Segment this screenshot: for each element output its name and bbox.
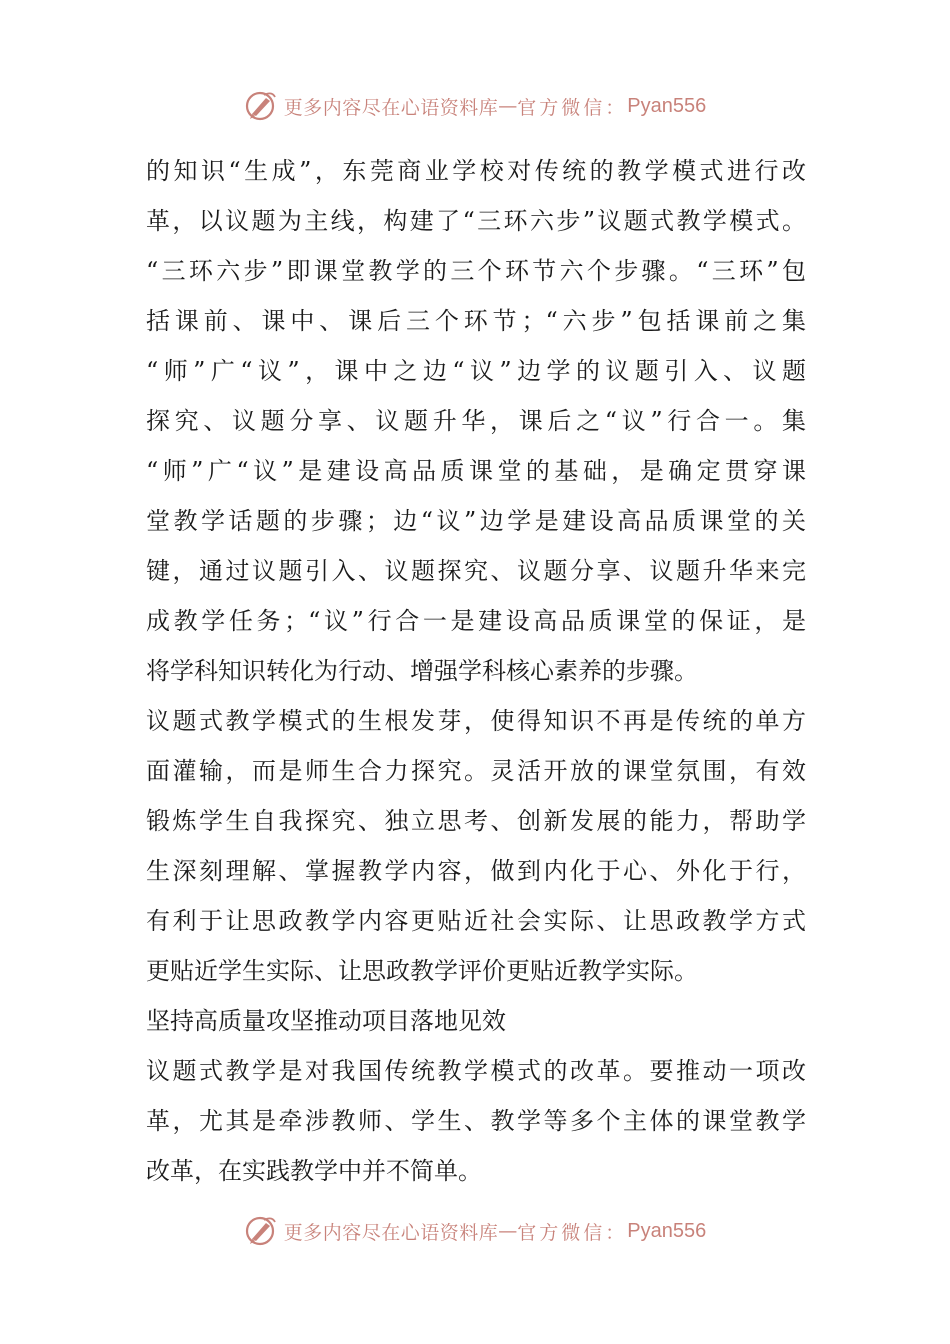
text-line: 的知识“生成”，东莞商业学校对传统的教学模式进行改 [146,157,806,185]
article-body [146,146,806,1196]
text-line: 面灌输，而是师生合力探究。灵活开放的课堂氛围，有效 [146,757,806,785]
watermark-label: 官方微信： [517,1221,628,1244]
watermark-separator: — [498,95,518,117]
text-line: 键，通过议题引入、议题探究、议题分享、议题升华来完 [146,557,806,585]
text-line: 革，尤其是牵涉教师、学生、教学等多个主体的课堂教学 [146,1107,806,1135]
text-line: 将学科知识转化为行动、增强学科核心素养的步骤。 [146,657,698,685]
text-line: 成教学任务；“议”行合一是建设高品质课堂的保证，是 [146,607,806,635]
header-watermark [0,86,950,126]
watermark-id: Pyan556 [627,1219,707,1242]
text-line: 更贴近学生实际、让思政教学评价更贴近教学实际。 [146,957,698,985]
text-line: 生深刻理解、掌握教学内容，做到内化于心、外化于行， [146,857,806,885]
text-line: 议题式教学是对我国传统教学模式的改革。要推动一项改 [146,1057,806,1085]
text-line: 锻炼学生自我探究、独立思考、创新发展的能力，帮助学 [146,807,806,835]
text-line: 括课前、课中、课后三个环节；“六步”包括课前之集 [146,307,806,335]
text-line: 革，以议题为主线，构建了“三环六步”议题式教学模式。 [146,207,806,235]
footer-watermark [0,1211,950,1251]
watermark-text: 更多内容尽在心语资料库 [283,96,499,119]
pen-logo-icon [244,1214,278,1248]
text-line: 有利于让思政教学内容更贴近社会实际、让思政教学方式 [146,907,806,935]
text-line: 议题式教学模式的生根发芽，使得知识不再是传统的单方 [146,707,806,735]
watermark-id: Pyan556 [627,94,707,117]
text-line: “师”广“议”，课中之边“议”边学的议题引入、议题 [146,357,806,385]
section-heading: 坚持高质量攻坚推动项目落地见效 [146,1007,506,1035]
watermark-label: 官方微信： [517,96,628,119]
text-line: 探究、议题分享、议题升华，课后之“议”行合一。集 [146,407,806,435]
text-line: 堂教学话题的步骤；边“议”边学是建设高品质课堂的关 [146,507,806,535]
pen-logo-icon [244,89,278,123]
text-line: “师”广“议”是建设高品质课堂的基础，是确定贯穿课 [146,457,806,485]
text-line: 改革，在实践教学中并不简单。 [146,1157,482,1185]
watermark-text: 更多内容尽在心语资料库 [283,1221,499,1244]
watermark-separator: — [498,1220,518,1242]
text-line: “三环六步”即课堂教学的三个环节六个步骤。“三环”包 [146,257,806,285]
